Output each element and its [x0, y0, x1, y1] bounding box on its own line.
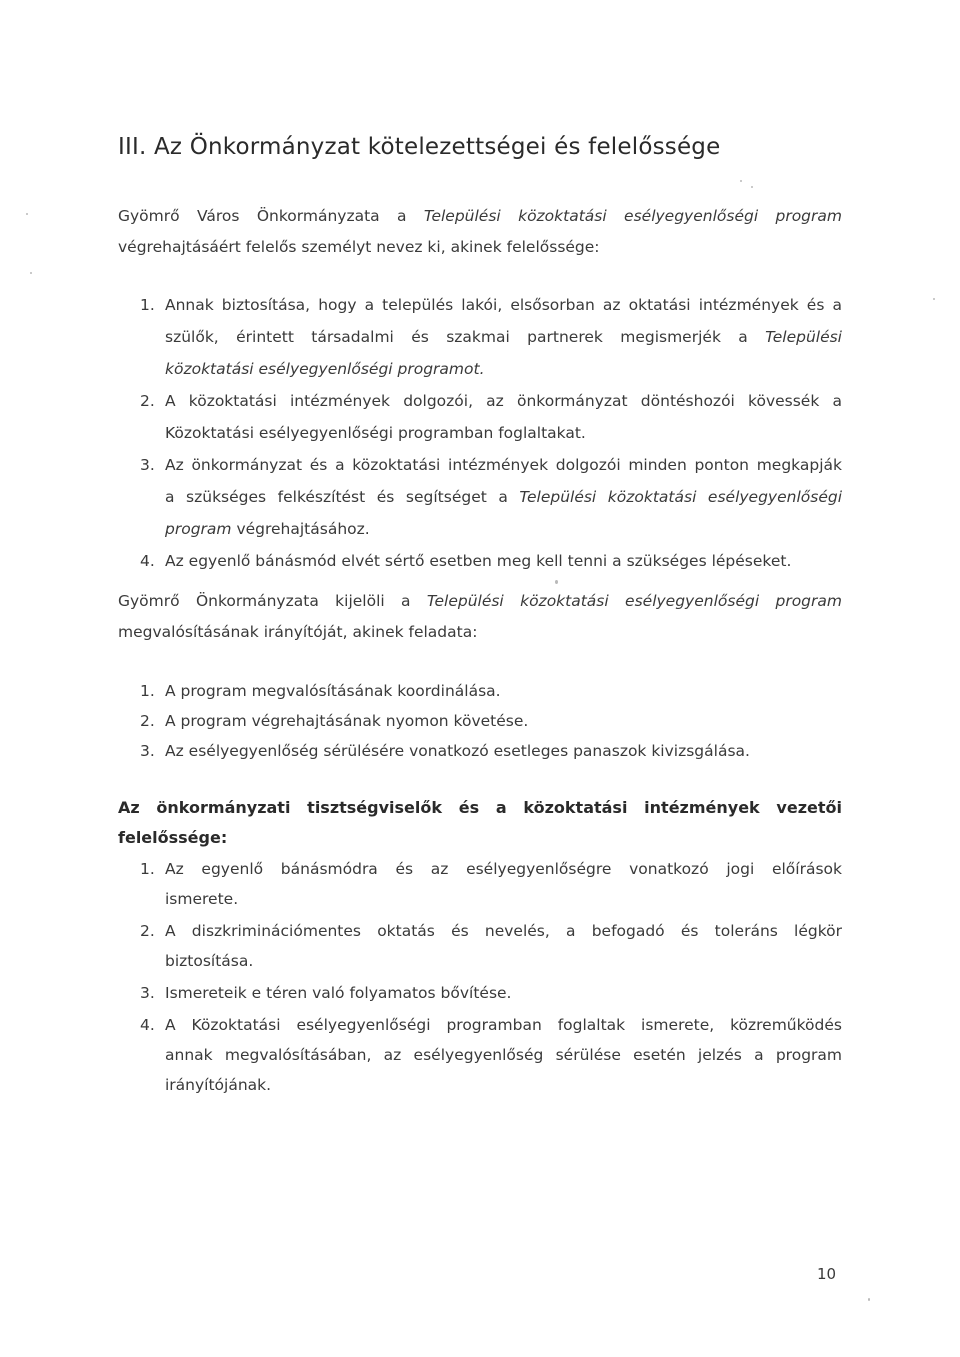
list-item-text: Az egyenlő bánásmódra és az esélyegyenlőségre vonatkozó jogi előírások [165, 860, 842, 878]
list-item-text: közoktatási esélyegyenlőségi programot. [165, 360, 485, 378]
scan-speck [740, 180, 742, 182]
list-item [140, 978, 842, 1008]
list-item-text: A program végrehajtásának nyomon követése. [165, 712, 529, 730]
intro-2-line-2: megvalósításának irányítóját, akinek feladata: [118, 623, 478, 641]
list-item-number: 3. [140, 456, 155, 474]
scan-speck [30, 272, 32, 274]
scan-speck [555, 580, 558, 584]
list-item-number: 3. [140, 742, 155, 760]
list-item [140, 545, 842, 577]
list-item-text: a szükséges felkészítést és segítséget a Települési közoktatási esélyegyenlőségi [165, 488, 843, 506]
list-item-number: 1. [140, 682, 155, 700]
scan-speck [933, 298, 935, 300]
list-item-text: szülők, érintett társadalmi és szakmai partnerek megismerjék a Települési [165, 328, 842, 346]
list-item-number: 2. [140, 392, 155, 410]
list-item-number: 2. [140, 712, 155, 730]
section-heading: III. Az Önkormányzat kötelezettségei és felelőssége [118, 134, 721, 160]
list-item [140, 1010, 842, 1100]
scan-speck [868, 1298, 870, 1301]
intro-paragraph-1 [118, 201, 842, 263]
list-item [140, 706, 842, 736]
coordinator-task-list [140, 676, 842, 766]
list-item-number: 1. [140, 296, 155, 314]
list-item [140, 916, 842, 976]
list-item-text: Ismereteik e téren való folyamatos bővítése. [165, 984, 512, 1002]
intro-1-line-2: végrehajtásáért felelős személyt nevez ki, akinek felelőssége: [118, 238, 600, 256]
intro-1-line-1: Gyömrő Város Önkormányzata a Települési közoktatási esélyegyenlőségi program [118, 207, 842, 225]
list-item [140, 449, 842, 545]
list-item-number: 2. [140, 922, 155, 940]
list-item-text: Az esélyegyenlőség sérülésére vonatkozó esetleges panaszok kivizsgálása. [165, 742, 750, 760]
list-item-number: 3. [140, 984, 155, 1002]
list-item-text: program végrehajtásához. [165, 520, 370, 538]
list-item-text: A Közoktatási esélyegyenlőségi programban foglaltak ismerete, közreműködés [165, 1016, 842, 1034]
intro-2-line-1: Gyömrő Önkormányzata kijelöli a Települési közoktatási esélyegyenlőségi program [118, 592, 842, 610]
intro-paragraph-2 [118, 586, 842, 648]
scan-speck [751, 186, 753, 188]
list-item-number: 1. [140, 860, 155, 878]
list-item [140, 676, 842, 706]
list-item [140, 854, 842, 914]
list-item-number: 4. [140, 552, 155, 570]
list-item-text: Közoktatási esélyegyenlőségi programban foglaltakat. [165, 424, 586, 442]
list-item-text: A program megvalósításának koordinálása. [165, 682, 501, 700]
officials-responsibility-heading: Az önkormányzati tisztségviselők és a közoktatási intézmények vezetői felelőssége: [118, 798, 842, 847]
list-item-text: Az önkormányzat és a közoktatási intézmények dolgozói minden ponton megkapják [165, 456, 842, 474]
page-number: 10 [817, 1265, 837, 1283]
list-item-text: annak megvalósításában, az esélyegyenlőség sérülése esetén jelzés a program [165, 1046, 842, 1064]
list-item-text: irányítójának. [165, 1076, 272, 1094]
list-item-text: ismerete. [165, 890, 239, 908]
list-item-text: Annak biztosítása, hogy a település lakói, elsősorban az oktatási intézmények és a [165, 296, 842, 314]
list-item [140, 289, 842, 385]
list-item-number: 4. [140, 1016, 155, 1034]
responsibility-list [140, 289, 842, 577]
list-item-text: biztosítása. [165, 952, 254, 970]
list-item [140, 385, 842, 449]
list-item-text: A közoktatási intézmények dolgozói, az önkormányzat döntéshozói kövessék a [165, 392, 842, 410]
list-item [140, 736, 842, 766]
officials-responsibility-list [140, 854, 842, 1102]
scan-speck [26, 213, 28, 215]
list-item-text: A diszkriminációmentes oktatás és nevelés, a befogadó és toleráns légkör [165, 922, 842, 940]
list-item-text: Az egyenlő bánásmód elvét sértő esetben meg kell tenni a szükséges lépéseket. [165, 552, 792, 570]
